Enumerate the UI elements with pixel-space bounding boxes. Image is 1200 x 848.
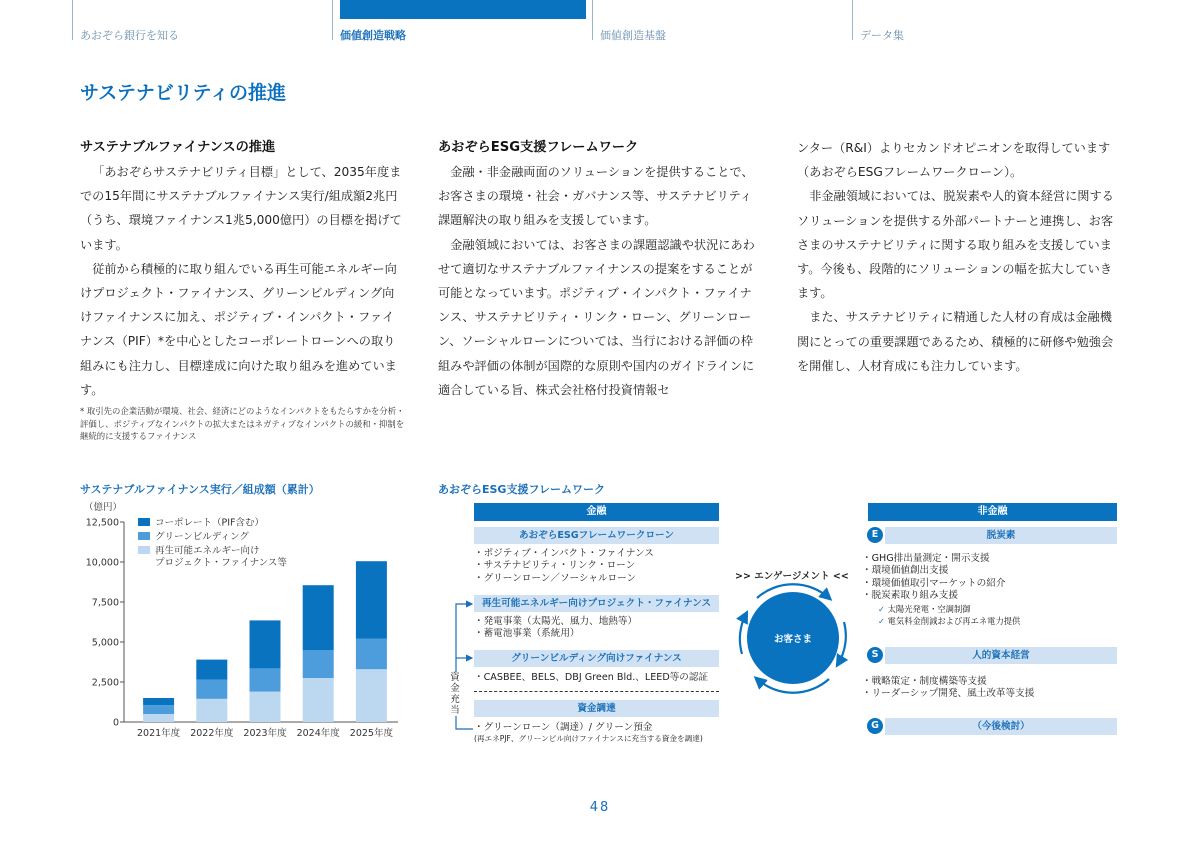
paragraph: 従前から積極的に取り組んでいる再生可能エネルギー向けプロジェクト・ファイナンス、グリーンビルディング向けファイナンスに加え、ポジティブ・インパクト・ファイナンス（PIF）*を中心としたコーポレートローンへの取り組みにも注力し、目標達成に向けた取り組みを進めています。 bbox=[80, 261, 397, 397]
human-capital-list bbox=[862, 676, 1034, 701]
y-tick-label: 7,500 bbox=[91, 597, 119, 609]
paragraph: ンター（R&I）よりセカンドオピニオンを取得しています（あおぞらESGフレームワークローン）。 bbox=[797, 141, 1111, 180]
section-heading: サステナブルファイナンスの推進 bbox=[80, 140, 276, 155]
human-capital-header: 人的資本経営 bbox=[885, 647, 1117, 664]
bar-segment bbox=[250, 668, 281, 691]
list-item: ・CASBEE、BELS、DBJ Green Bld.、LEED等の認証 bbox=[474, 672, 709, 683]
divider bbox=[474, 691, 719, 692]
green-building-list bbox=[474, 672, 708, 684]
bar-segment bbox=[303, 650, 334, 678]
list-item: ・戦略策定・制度構築等支援 bbox=[862, 676, 987, 687]
column-esg-framework-cont bbox=[797, 136, 1121, 378]
paragraph: 金融・非金融両面のソリューションを提供することで、お客さまの環境・社会・ガバナンス等、サステナビリティ課題解決の取り組みを支援しています。 bbox=[438, 165, 754, 228]
e-badge: E bbox=[867, 527, 883, 543]
paragraph: 「あおぞらサステナビリティ目標」として、2035年度までの15年間にサステナブルファイナンス実行/組成額2兆円（うち、環境ファイナンス1兆5,000億円）の目標を掲げています。 bbox=[80, 165, 402, 252]
check-icon: ✓ bbox=[878, 603, 885, 614]
s-badge: S bbox=[867, 647, 883, 663]
list-item: ・GHG排出量測定・開示支援 bbox=[862, 553, 990, 564]
customer-label: お客さま bbox=[773, 634, 812, 645]
x-tick-label: 2022年度 bbox=[190, 728, 234, 739]
paragraph: また、サステナビリティに精通した人材の育成は金融機関にとっての重要課題であるため、積極的に研修や勉強会を開催し、人材育成にも注力しています。 bbox=[797, 310, 1114, 373]
finance-header: 金融 bbox=[474, 503, 719, 521]
nav-item-about[interactable] bbox=[72, 0, 322, 42]
x-tick-label: 2025年度 bbox=[349, 728, 393, 739]
bar-segment bbox=[303, 585, 334, 650]
decarbonization-list bbox=[862, 553, 1020, 627]
bar-segment bbox=[250, 692, 281, 722]
nav-label: 価値創造戦略 bbox=[340, 29, 406, 42]
bar-segment bbox=[356, 669, 387, 722]
bar-segment bbox=[303, 678, 334, 722]
g-badge: G bbox=[867, 718, 883, 734]
column-esg-framework bbox=[438, 136, 762, 402]
fund-allocation-label: 資金充当 bbox=[450, 672, 460, 716]
nonfinance-header: 非金融 bbox=[868, 503, 1117, 521]
check-item: ✓ 電気料金削減および再エネ電力提供 bbox=[878, 616, 1021, 627]
y-tick-label: 0 bbox=[112, 717, 119, 729]
funding-header: 資金調達 bbox=[474, 700, 719, 717]
list-item: ・環境価値取引マーケットの紹介 bbox=[862, 577, 1006, 589]
nav-item-data[interactable] bbox=[852, 0, 1102, 42]
x-tick-label: 2021年度 bbox=[137, 728, 181, 739]
bar-segment bbox=[356, 561, 387, 639]
green-building-header: グリーンビルディング向けファイナンス bbox=[474, 650, 719, 667]
engagement-label: >> エンゲージメント << bbox=[735, 571, 849, 582]
legend-swatch bbox=[138, 518, 150, 526]
funding-list bbox=[474, 722, 703, 744]
renewable-pf-list bbox=[474, 616, 637, 641]
funding-note: (再エネPJF、グリーンビル向けファイナンスに充当する資金を調達) bbox=[474, 734, 703, 744]
check-item: ✓ 太陽光発電・空調制御 bbox=[878, 603, 971, 614]
renewable-pf-header: 再生可能エネルギー向けプロジェクト・ファイナンス bbox=[474, 595, 719, 612]
list-item: ・サステナビリティ・リンク・ローン bbox=[474, 560, 636, 572]
bar-segment bbox=[250, 620, 281, 668]
nav-item-foundation[interactable] bbox=[592, 0, 842, 42]
active-tab-indicator bbox=[340, 0, 586, 19]
bar-segment bbox=[143, 714, 174, 722]
paragraph: 非金融領域においては、脱炭素や人的資本経営に関するソリューションを提供する外部パートナーと連携し、お客さまのサステナビリティに関する取り組みを支援しています。今後も、段階的にソリューションの幅を拡大していきます。 bbox=[797, 189, 1114, 301]
legend-label: グリーンビルディング bbox=[155, 531, 249, 543]
chart-title: サステナブルファイナンス実行／組成額（累計） bbox=[80, 483, 320, 496]
x-tick-label: 2024年度 bbox=[296, 728, 340, 739]
check-icon: ✓ bbox=[878, 616, 885, 627]
list-item: ・グリーンローン／ソーシャルローン bbox=[474, 572, 637, 584]
governance-header: （今後検討） bbox=[885, 718, 1117, 735]
bar-segment bbox=[356, 639, 387, 669]
y-axis-label: （億円） bbox=[84, 502, 123, 513]
framework-title: あおぞらESG支援フレームワーク bbox=[438, 483, 606, 496]
nav-label: データ集 bbox=[860, 29, 904, 42]
section-heading: あおぞらESG支援フレームワーク bbox=[438, 140, 639, 155]
bar-segment bbox=[196, 680, 227, 699]
list-item: ・脱炭素取り組み支援 bbox=[862, 590, 958, 602]
list-item: ・リーダーシップ開発、風土改革等支援 bbox=[862, 688, 1035, 700]
legend-label: 再生可能エネルギー向け bbox=[155, 545, 260, 557]
nav-label: 価値創造基盤 bbox=[600, 29, 666, 42]
nav-item-strategy[interactable] bbox=[332, 0, 590, 42]
y-tick-label: 12,500 bbox=[85, 517, 119, 529]
list-item: ・蓄電池事業（系統用） bbox=[474, 628, 580, 640]
column-sustainable-finance bbox=[80, 136, 404, 402]
stacked-bar-chart bbox=[70, 495, 410, 745]
x-tick-label: 2023年度 bbox=[243, 728, 287, 739]
decarbonization-header: 脱炭素 bbox=[885, 527, 1117, 544]
bar-segment bbox=[143, 705, 174, 714]
paragraph: 金融領域においては、お客さまの課題認識や状況にあわせて適切なサステナブルファイナンスの提案をすることが可能となっています。ポジティブ・インパクト・ファイナンス、サステナビリティ・リンク・ローン、グリーンローン、ソーシャルローンについては、当行における評価の枠組みや評価の体制が国際的な原則や国内のガイドラインに適合している旨、株式会社格付投資情報セ bbox=[438, 237, 755, 397]
list-item: ・ポジティブ・インパクト・ファイナンス bbox=[474, 548, 654, 559]
footnote: * 取引先の企業活動が環境、社会、経済にどのようなインパクトをもたらすかを分析・評価し、ポジティブなインパクトの拡大またはネガティブなインパクトの緩和・抑制を継続的に支援するファイナンス bbox=[80, 406, 405, 441]
legend-swatch bbox=[138, 546, 150, 554]
legend-label: プロジェクト・ファイナンス等 bbox=[155, 557, 287, 569]
nav-label: あおぞら銀行を知る bbox=[80, 29, 179, 42]
list-item: ・発電事業（太陽光、風力、地熱等） bbox=[474, 616, 638, 627]
y-tick-label: 5,000 bbox=[91, 637, 119, 649]
y-tick-label: 10,000 bbox=[85, 557, 119, 569]
y-tick-label: 2,500 bbox=[91, 677, 119, 689]
list-item: ・グリーンローン（調達）/ グリーン預金 bbox=[474, 722, 653, 733]
list-item: ・環境価値創出支援 bbox=[862, 565, 949, 577]
framework-loan-header: あおぞらESGフレームワークローン bbox=[474, 527, 719, 544]
framework-loan-list bbox=[474, 548, 654, 585]
bar-segment bbox=[143, 698, 174, 705]
bar-segment bbox=[196, 660, 227, 680]
bar-segment bbox=[196, 699, 227, 722]
page-number: 48 bbox=[589, 800, 611, 815]
legend-label: コーポレート（PIF含む） bbox=[155, 517, 264, 529]
page-title: サステナビリティの推進 bbox=[80, 82, 286, 104]
legend-swatch bbox=[138, 532, 150, 540]
